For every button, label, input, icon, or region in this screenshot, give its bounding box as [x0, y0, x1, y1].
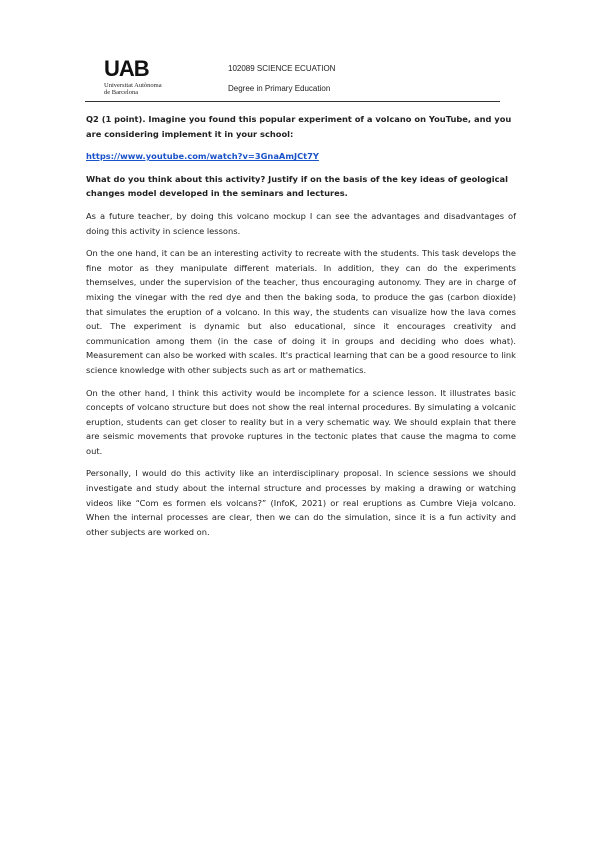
course-code: 102089 SCIENCE ECUATION [228, 64, 336, 73]
answer-paragraph-advantages: On the one hand, it can be an interesting activity to recreate with the students. This task develops the fine motor as they manipulate different materials. In addition, they can do the experiments themselves, under the supervision of the teacher, thus encouraging autonomy. They are in charge of mixing the vinegar with the red dye and then the baking soda, to produce the gas (carbon dioxide) that simulates the eruption of a volcano. In this way, the students can visualize how the lava comes out. The experiment is dynamic but also educational, since it encourages creativity and communication among them (in the case of doing it in groups and deciding who does what). Measurement can also be worked with scales. It's practical learning that can be a good resource to link science knowledge with other subjects such as art or mathematics. [86, 248, 516, 375]
logo-subtitle-line2: de Barcelona [104, 89, 139, 96]
answer-paragraph-conclusion: Personally, I would do this activity like an interdisciplinary proposal. In science sessions we should investigate and study about the internal structure and processes by making a drawing or watching videos like “Com es formen els volcans?” (InfoK, 2021) or real eruptions as Cumbre Vieja volcano. When the internal processes are clear, then we can do the simulation, since it is a fun activity and other subjects are worked on. [86, 468, 516, 537]
logo-subtitle [104, 82, 184, 96]
document-body [86, 112, 516, 547]
header-divider [85, 101, 500, 102]
answer-paragraph-intro: As a future teacher, by doing this volcano mockup I can see the advantages and disadvantages of doing this activity in science lessons. [86, 210, 516, 236]
logo-mark: UAB [104, 56, 149, 81]
youtube-link[interactable]: https://www.youtube.com/watch?v=3GnaAmJCt7Y [86, 151, 319, 162]
university-logo [104, 58, 184, 96]
answer-paragraph-disadvantages: On the other hand, I think this activity would be incomplete for a science lesson. It illustrates basic concepts of volcano structure but does not show the real internal procedures. By simulating a volcanic eruption, students can get closer to reality but in a very schematic way. We should explain that there are seismic movements that provoke ruptures in the tectonic plates that cause the magma to come out. [86, 387, 516, 456]
question-prompt: What do you think about this activity? Justify if on the basis of the key ideas of geological changes model developed in the seminars and lectures. [86, 173, 508, 199]
logo-subtitle-line1: Universitat Autònoma [104, 82, 162, 89]
question-title: Q2 (1 point). Imagine you found this popular experiment of a volcano on YouTube, and you are considering implement it in your school: [86, 114, 512, 139]
degree-name: Degree in Primary Education [228, 84, 331, 93]
